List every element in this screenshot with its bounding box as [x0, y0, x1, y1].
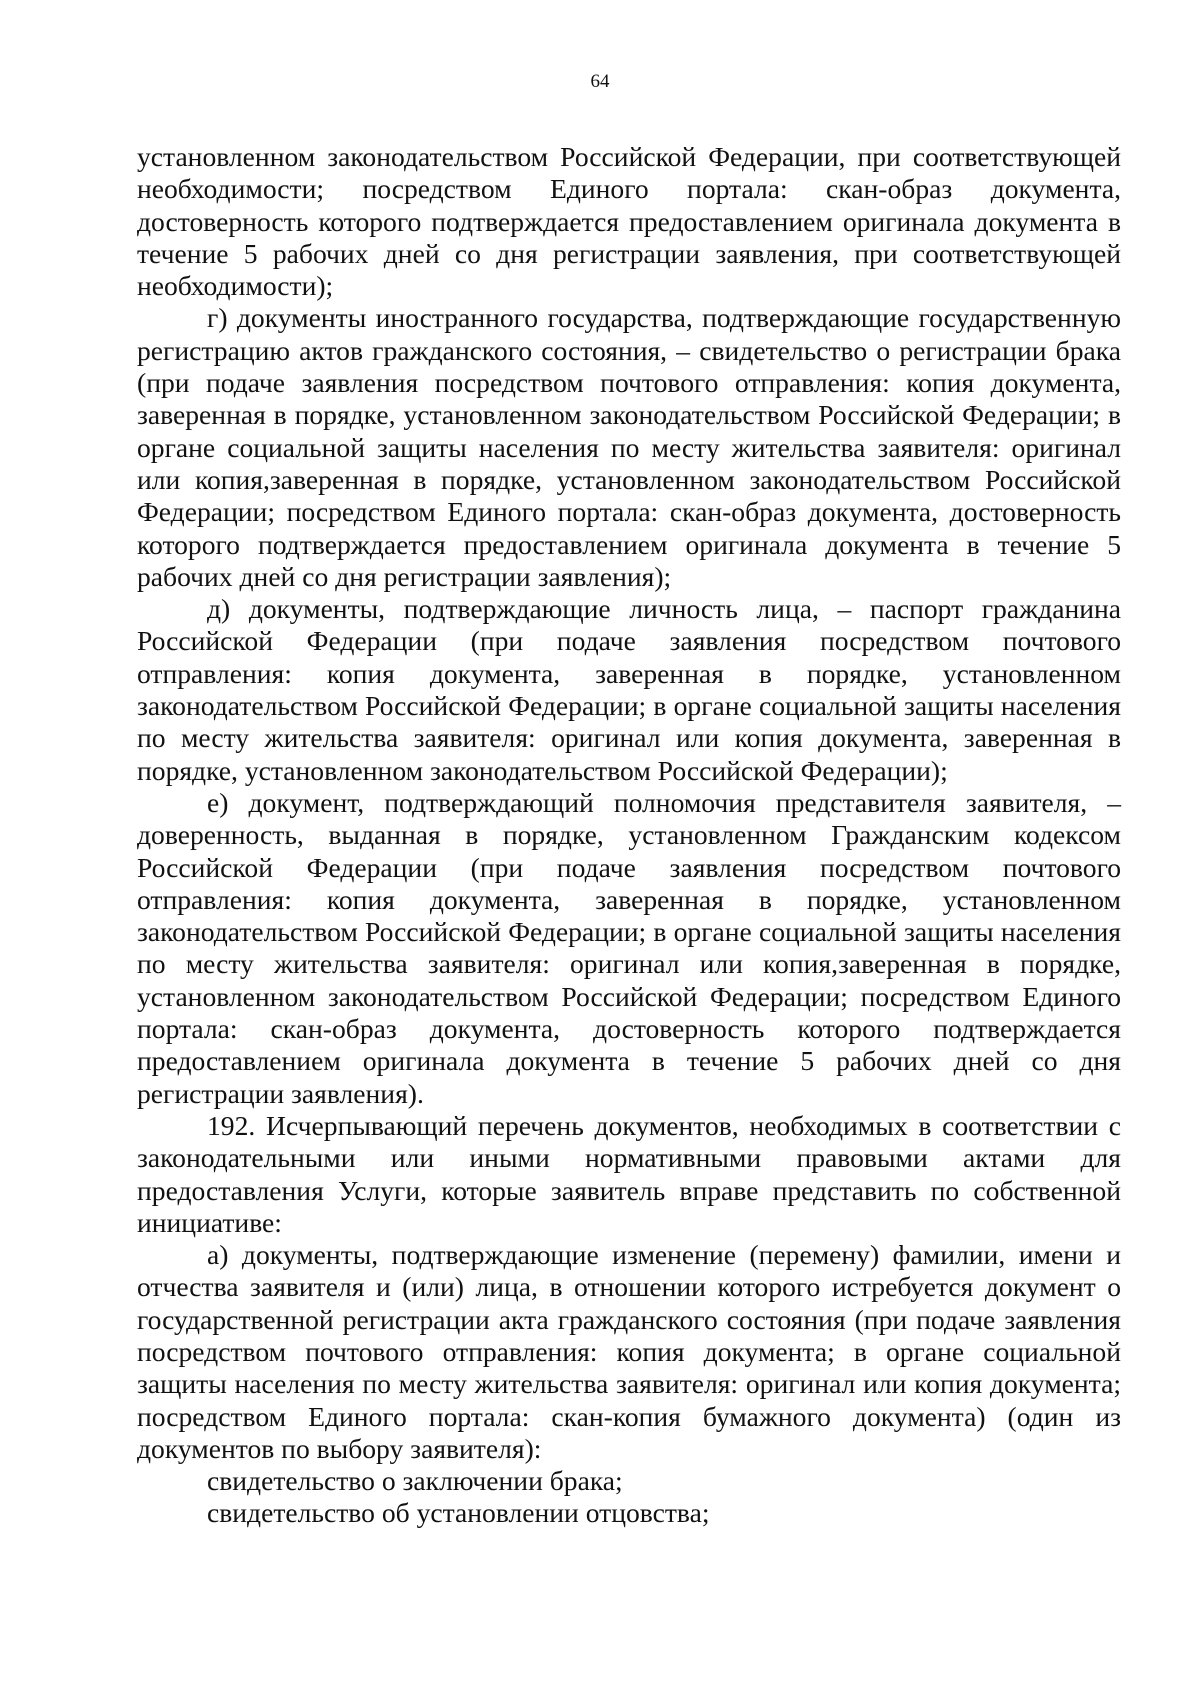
page-number: 64 [590, 71, 610, 92]
paragraph-item-e: е) документ, подтверждающий полномочия представителя заявителя, – доверенность, выданная в порядке, установленном Гражданским кодексом Российской Федерации (при подаче заявления посредством почтового отправления: копия документа, заверенная в порядке, установленном законодательством Российской Федерации; в органе социальной защиты населения по месту жительства заявителя: оригинал или копия,заверенная в порядке, установленном законодательством Российской Федерации; посредством Единого портала: скан-образ документа, достоверность которого подтверждается предоставлением оригинала документа в течение 5 рабочих дней со дня регистрации заявления). [137, 786, 1121, 1109]
paragraph-192: 192. Исчерпывающий перечень документов, необходимых в соответствии с законодательными или иными нормативными правовыми актами для предоставления Услуги, которые заявитель вправе представить по собственной инициативе: [137, 1109, 1121, 1238]
paragraph-item-d: д) документы, подтверждающие личность лица, – паспорт гражданина Российской Федерации (при подаче заявления посредством почтового отправления: копия документа, заверенная в порядке, установленном законодательством Российской Федерации; в органе социальной защиты населения по месту жительства заявителя: оригинал или копия документа, заверенная в порядке, установленном законодательством Российской Федерации); [137, 593, 1121, 786]
list-item-marriage-certificate: свидетельство о заключении брака; [207, 1465, 623, 1497]
paragraph-item-g: г) документы иностранного государства, подтверждающие государственную регистрацию актов гражданского состояния, – свидетельство о регистрации брака (при подаче заявления посредством почтового отправления: копия документа, заверенная в порядке, установленном законодательством Российской Федерации; в органе социальной защиты населения по месту жительства заявителя: оригинал или копия,заверенная в порядке, установленном законодательством Российской Федерации; посредством Единого портала: скан-образ документа, достоверность которого подтверждается предоставлением оригинала документа в течение 5 рабочих дней со дня регистрации заявления); [137, 302, 1121, 592]
paragraph-continuation: установленном законодательством Российской Федерации, при соответствующей необходимости; посредством Единого портала: скан-образ документа, достоверность которого подтверждается предоставлением оригинала документа в течение 5 рабочих дней со дня регистрации заявления, при соответствующей необходимости); [137, 141, 1121, 302]
paragraph-item-a: а) документы, подтверждающие изменение (перемену) фамилии, имени и отчества заявителя и (или) лица, в отношении которого истребуется документ о государственной регистрации акта гражданского состояния (при подаче заявления посредством почтового отправления: копия документа; в органе социальной защиты населения по месту жительства заявителя: оригинал или копия документа; посредством Единого портала: скан-копия бумажного документа) (один из документов по выбору заявителя): [137, 1239, 1121, 1464]
list-item-paternity-certificate: свидетельство об установлении отцовства; [207, 1497, 710, 1529]
document-body [137, 141, 1121, 1530]
